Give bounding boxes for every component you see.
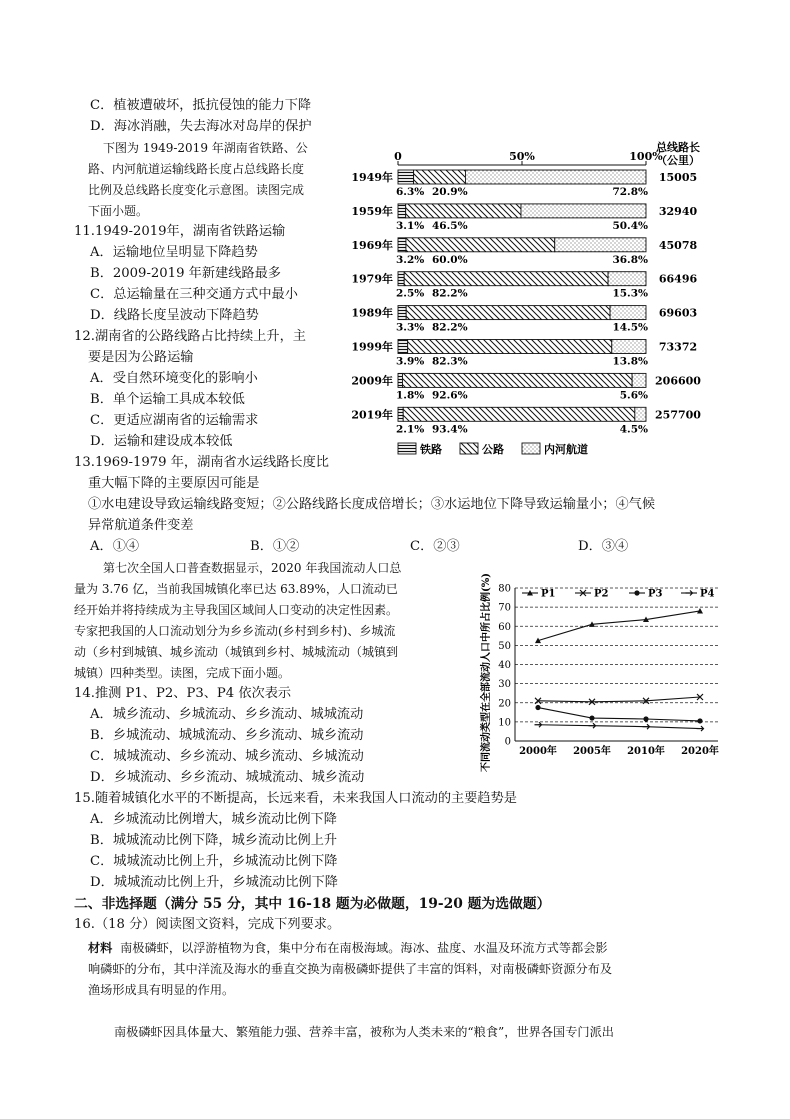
intro1-line-1: 下图为 1949-2019 年湖南省铁路、公 <box>103 141 308 155</box>
series-point-P3 <box>643 716 648 721</box>
bar-label-rail: 3.3% <box>396 321 425 334</box>
intro2-line-2: 量为 3.76 亿，当前我国城镇化率已达 63.89%，人口流动已 <box>74 582 398 596</box>
y-tick-label: 40 <box>498 660 511 671</box>
q11-stem: 11.1949-2019年，湖南省铁路运输 <box>74 224 286 239</box>
section-2-heading: 二、非选择题（满分 55 分，其中 16-18 题为必做题，19-20 题为选做题） <box>74 896 551 912</box>
bar-label-water: 13.8% <box>612 355 648 368</box>
series-point-P4 <box>535 722 542 727</box>
intro2-line-4: 专家把我国的人口流动划分为乡乡流动(乡村到乡村)、乡城流 <box>74 624 396 638</box>
bar-total-length: 206600 <box>655 374 701 388</box>
material-text-1: 南极磷虾，以浮游植物为食，集中分布在南极海域。海冰、盐度、水温及环流方式等都会影 <box>120 941 608 955</box>
bar-label-road: 82.2% <box>432 287 468 300</box>
q15-stem: 15.随着城镇化水平的不断提高，长远来看，未来我国人口流动的主要趋势是 <box>74 791 517 806</box>
q15-option-a[interactable]: A．乡城流动比例增大，城乡流动比例下降 <box>90 812 337 827</box>
q14-option-c[interactable]: C．城城流动、乡乡流动、城乡流动、乡城流动 <box>90 749 364 764</box>
bar-category-label: 2019年 <box>351 408 393 422</box>
q13-option-a[interactable]: A．①④ <box>90 539 140 554</box>
bar-label-road: 20.9% <box>432 186 468 198</box>
y-axis-label: 不同流动类型在全部流动人口中所占比例(%) <box>481 573 492 772</box>
bar-label-road: 93.4% <box>432 423 468 436</box>
bar-label-water: 72.8% <box>612 186 648 198</box>
bar-category-label: 1959年 <box>351 204 393 218</box>
bar-label-road: 60.0% <box>432 253 468 266</box>
y-tick-label: 70 <box>498 602 511 614</box>
y-tick-label: 50 <box>498 640 511 652</box>
q13-statements-1: ①水电建设导致运输线路变短；②公路线路长度成倍增长；③水运地位下降导致运输量小；④气候 <box>88 497 656 512</box>
q13-option-d[interactable]: D．③④ <box>578 539 629 554</box>
legend-label: P3 <box>648 588 663 600</box>
bar-label-water: 15.3% <box>612 287 648 300</box>
y-tick-label: 30 <box>498 679 511 691</box>
series-point-P4 <box>697 726 704 731</box>
legend-label: P4 <box>700 588 715 600</box>
y-tick-label: 10 <box>498 717 511 729</box>
series-line-P2 <box>538 697 700 702</box>
option-d-prev: D．海冰消融，失去海冰对岛岸的保护 <box>90 119 312 134</box>
series-line-P3 <box>538 708 700 721</box>
bar-label-road: 92.6% <box>432 389 468 402</box>
x-tick-label: 2000年 <box>519 746 557 757</box>
legend-label: 内河航道 <box>544 443 588 456</box>
bar-category-label: 1999年 <box>351 340 393 354</box>
bar-label-water: 50.4% <box>612 219 648 232</box>
bar-label-water: 5.6% <box>619 389 648 402</box>
legend-label: P1 <box>541 588 556 600</box>
bar-total-length: 257700 <box>655 408 701 422</box>
bar-label-road: 82.2% <box>432 321 468 334</box>
material-line-1 <box>88 940 608 956</box>
bar-label-road: 82.3% <box>432 355 468 368</box>
material-label: 材料 <box>88 941 113 955</box>
q11-option-c[interactable]: C．总运输量在三种交通方式中最小 <box>90 287 298 302</box>
bar-label-water: 36.8% <box>612 253 648 266</box>
bar-label-rail: 3.2% <box>396 253 425 266</box>
total-length-unit: （公里） <box>656 154 700 167</box>
q15-option-b[interactable]: B．城城流动比例下降，城乡流动比例上升 <box>90 833 338 848</box>
bar-label-road: 46.5% <box>432 219 468 232</box>
q14-option-a[interactable]: A．城乡流动、乡城流动、乡乡流动、城城流动 <box>90 707 364 722</box>
bar-label-rail: 2.5% <box>396 287 425 300</box>
q14-stem: 14.推测 P1、P2、P3、P4 依次表示 <box>74 686 292 701</box>
top-axis-tick-label: 100% <box>629 150 663 163</box>
bar-category-label: 1949年 <box>351 171 393 184</box>
bar-total-length: 32940 <box>658 204 698 218</box>
intro2-line-1: 第七次全国人口普查数据显示，2020 年我国流动人口总 <box>103 561 402 575</box>
q12-option-c[interactable]: C．更适应湖南省的运输需求 <box>90 413 259 428</box>
q12-option-d[interactable]: D．运输和建设成本较低 <box>90 434 233 449</box>
series-line-P1 <box>538 611 700 641</box>
bar-label-water: 14.5% <box>612 321 648 334</box>
series-point-P3 <box>535 705 540 710</box>
q12-option-b[interactable]: B．单个运输工具成本较低 <box>90 392 245 407</box>
top-axis-tick-label: 50% <box>509 150 535 163</box>
option-c-prev: C．植被遭破坏，抵抗侵蚀的能力下降 <box>90 98 312 113</box>
bar-total-length: 69603 <box>658 306 698 320</box>
q14-option-b[interactable]: B．乡城流动、城城流动、乡乡流动、城乡流动 <box>90 728 364 743</box>
material-line-4: 南极磷虾因具体量大、繁殖能力强、营养丰富，被称为人类未来的“粮食”，世界各国专门派出 <box>114 1025 614 1039</box>
bar-total-length: 73372 <box>658 340 698 354</box>
x-tick-label: 2005年 <box>573 746 611 757</box>
q11-option-b[interactable]: B．2009-2019 年新建线路最多 <box>90 266 281 281</box>
q11-option-d[interactable]: D．线路长度呈波动下降趋势 <box>90 308 259 323</box>
bar-label-water: 4.5% <box>619 423 648 436</box>
material-line-2: 响磷虾的分布，其中洋流及海水的垂直交换为南极磷虾提供了丰富的饵料，对南极磷虾资源分布及 <box>88 962 613 976</box>
bar-total-length: 15005 <box>658 171 698 184</box>
top-axis-tick-label: 0 <box>394 150 402 163</box>
q12-stem-1: 12.湖南省的公路线路占比持续上升，主 <box>74 329 306 344</box>
bar-category-label: 1989年 <box>351 306 393 320</box>
bar-category-label: 2009年 <box>351 374 393 388</box>
intro2-line-6: 城镇）四种类型。读图，完成下面小题。 <box>74 666 291 680</box>
q12-option-a[interactable]: A．受自然环境变化的影响小 <box>90 371 258 386</box>
q11-option-a[interactable]: A．运输地位呈明显下降趋势 <box>90 245 258 260</box>
series-point-P3 <box>697 718 702 723</box>
y-tick-label: 0 <box>504 736 511 748</box>
bar-total-length: 45078 <box>658 238 698 252</box>
x-tick-label: 2020年 <box>681 746 719 757</box>
bar-category-label: 1979年 <box>351 272 393 286</box>
intro1-line-3: 比例及总线路长度变化示意图。读图完成 <box>88 183 305 197</box>
intro1-line-2: 路、内河航道运输线路长度占总线路长度 <box>88 162 305 176</box>
series-point-P3 <box>589 715 594 720</box>
q12-stem-2: 要是因为公路运输 <box>88 350 194 365</box>
bar-label-rail: 2.1% <box>396 423 425 436</box>
legend-label: 公路 <box>482 443 504 456</box>
q15-option-d[interactable]: D．城城流动比例上升，乡城流动比例下降 <box>90 875 338 890</box>
series-line-P4 <box>538 725 700 729</box>
series-point-P4 <box>589 723 596 728</box>
q14-option-d[interactable]: D．乡城流动、乡乡流动、城城流动、城乡流动 <box>90 770 365 785</box>
bar-label-rail: 3.1% <box>396 219 425 232</box>
y-tick-label: 20 <box>498 698 511 710</box>
q16-stem: 16.（18 分）阅读图文资料，完成下列要求。 <box>74 917 341 932</box>
q13-option-b[interactable]: B．①② <box>250 539 300 554</box>
bar-label-rail: 1.8% <box>396 389 425 402</box>
bar-category-label: 1969年 <box>351 238 393 252</box>
intro2-line-5: 动（乡村到城镇、城乡流动（城镇到乡村、城城流动（城镇到 <box>74 645 399 659</box>
x-tick-label: 2010年 <box>627 746 665 757</box>
total-length-header: 总线路长 <box>656 141 700 154</box>
q15-option-c[interactable]: C．城城流动比例上升，乡城流动比例下降 <box>90 854 338 869</box>
bar-total-length: 66496 <box>658 272 698 286</box>
legend-marker-P3 <box>634 590 639 595</box>
q13-stem-1: 13.1969-1979 年，湖南省水运线路长度比 <box>74 455 329 470</box>
legend-marker-P4 <box>686 591 693 596</box>
q13-statements-2: 异常航道条件变差 <box>88 518 194 533</box>
q13-option-c[interactable]: C．②③ <box>410 539 460 554</box>
intro2-line-3: 经开始并将持续成为主导我国区域间人口变动的决定性因素。 <box>74 603 399 617</box>
y-tick-label: 60 <box>498 621 511 633</box>
material-line-3: 渔场形成具有明显的作用。 <box>88 983 235 997</box>
legend-label: 铁路 <box>420 443 442 456</box>
q13-stem-2: 重大幅下降的主要原因可能是 <box>88 476 260 491</box>
series-point-P4 <box>643 724 650 729</box>
intro1-line-4: 下面小题。 <box>88 204 149 218</box>
bar-label-rail: 3.9% <box>396 355 425 368</box>
y-tick-label: 80 <box>498 583 511 595</box>
series-point-P1 <box>697 608 703 614</box>
legend-label: P2 <box>594 588 609 600</box>
bar-label-rail: 6.3% <box>396 186 425 198</box>
